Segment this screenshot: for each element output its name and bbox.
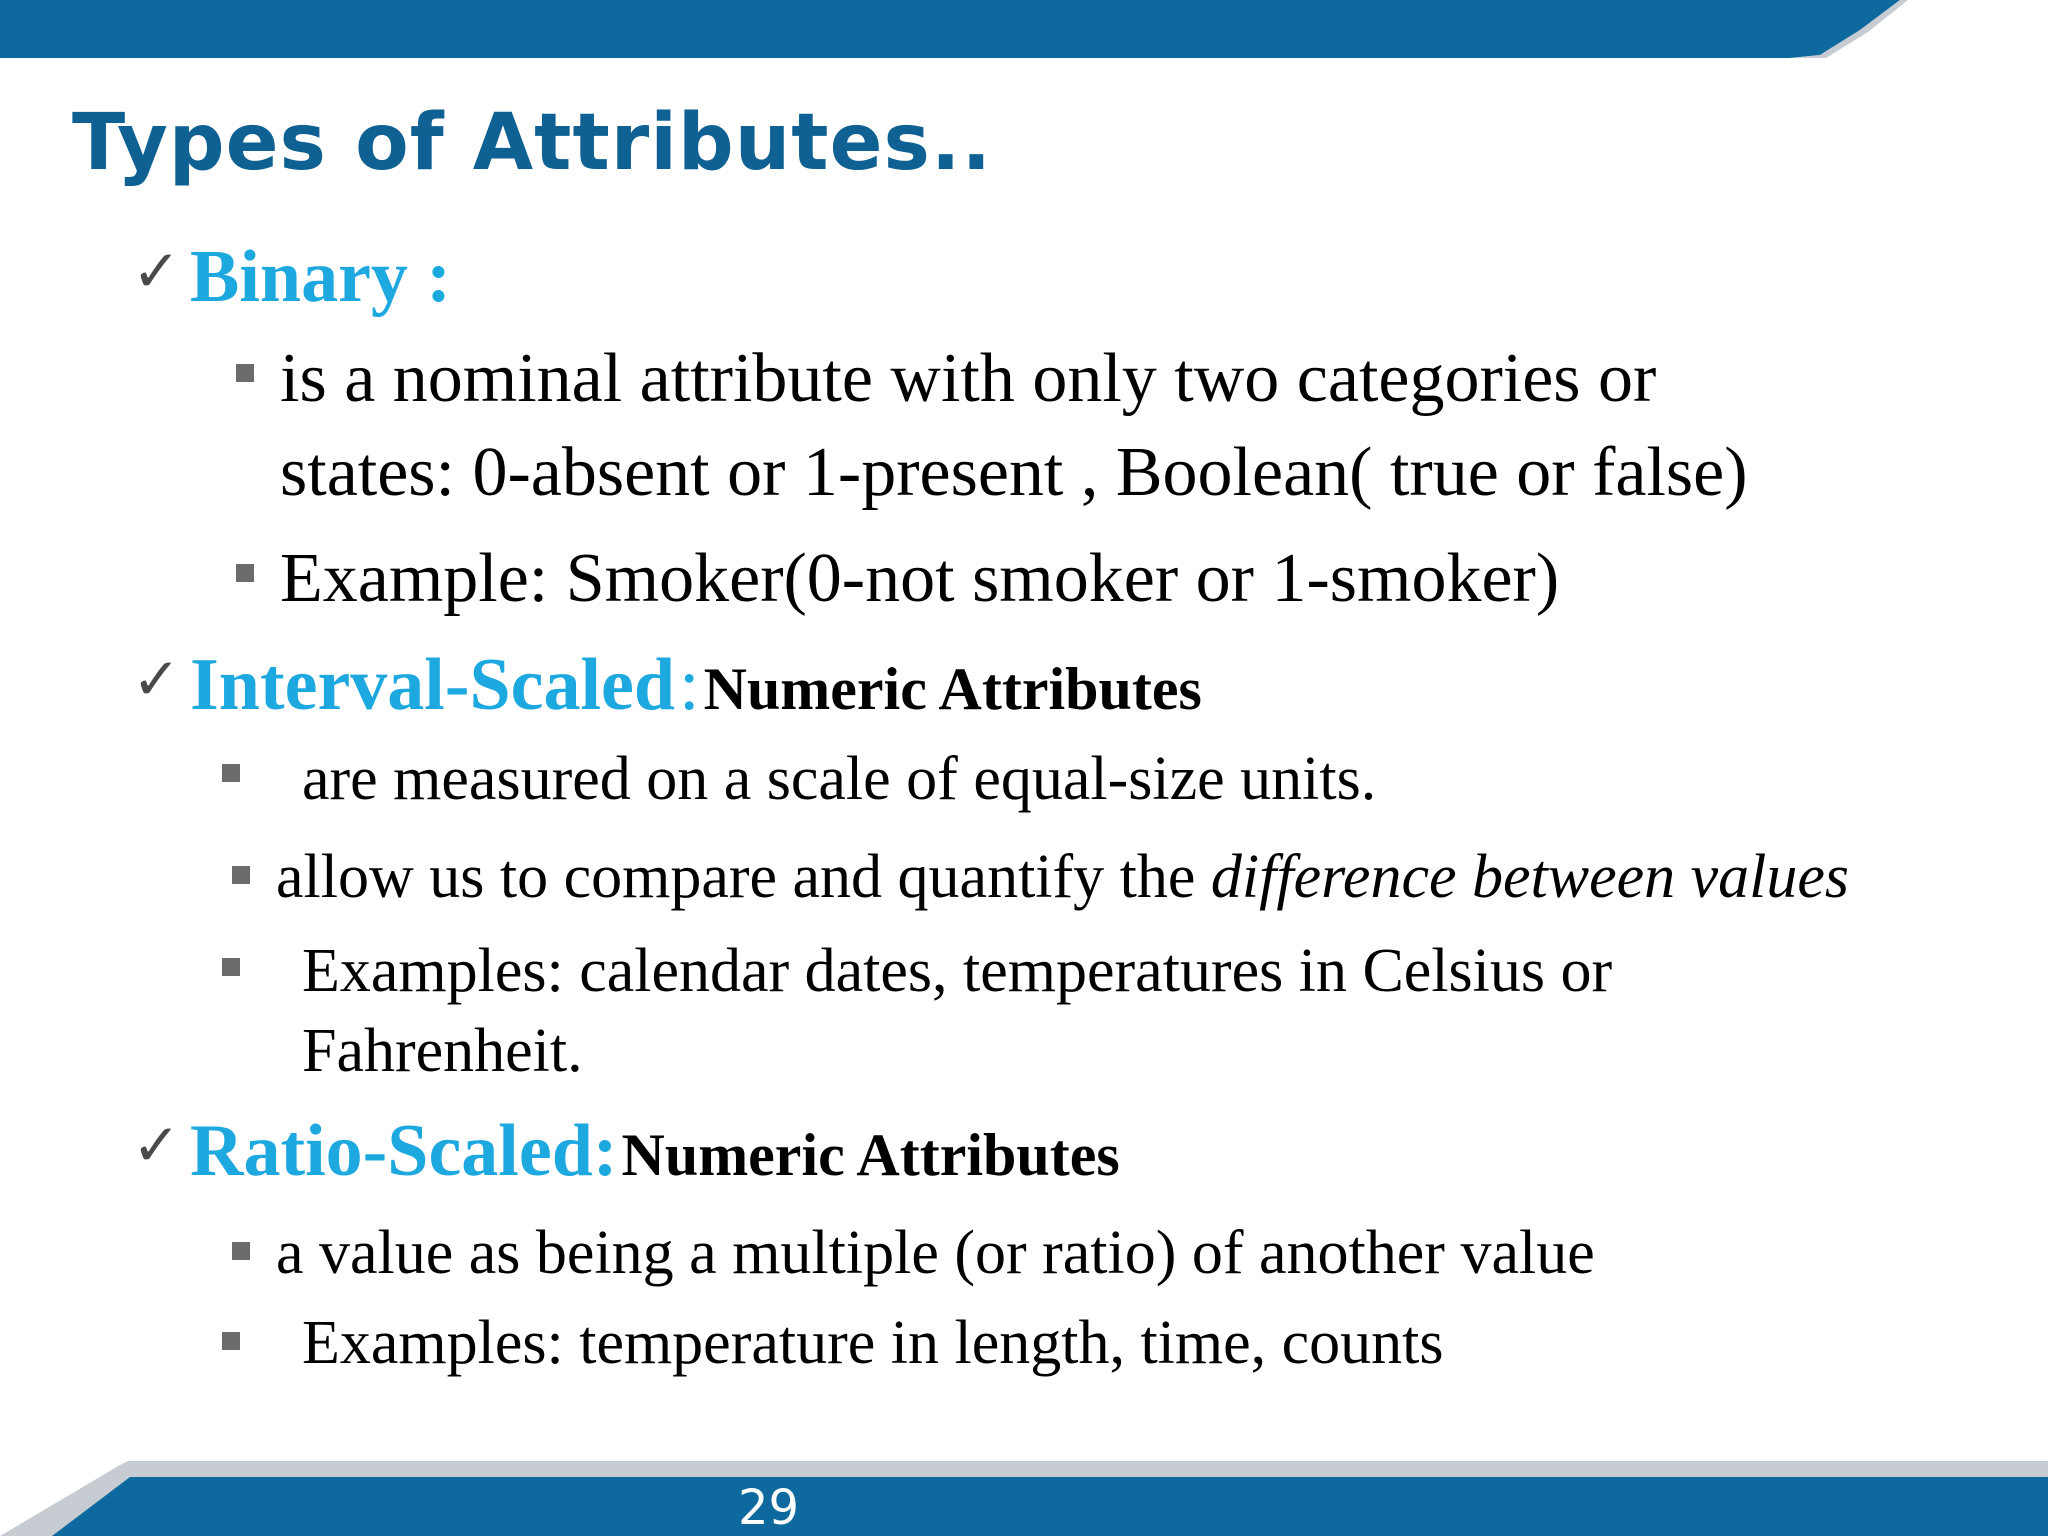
bullet-text-prefix: allow us to compare and quantify the	[276, 843, 1211, 911]
checkmark-icon: ✓	[132, 645, 181, 713]
bullet-text: a value as being a multiple (or ratio) of another value	[276, 1219, 1595, 1287]
bullet-text: are measured on a scale of equal-size units.	[302, 745, 1377, 813]
heading-ratio-scaled: Ratio-Scaled:	[190, 1110, 618, 1192]
square-bullet-icon	[222, 1332, 240, 1350]
square-bullet-icon	[236, 564, 254, 582]
square-bullet-icon	[232, 1242, 250, 1260]
heading-numeric-attributes: Numeric Attributes	[703, 656, 1202, 722]
bullet-text: Examples: temperature in length, time, counts	[302, 1309, 1444, 1377]
bullet-text-italic: difference between values	[1210, 843, 1850, 911]
bullet-text: Example: Smoker(0-not smoker or 1-smoker)	[280, 540, 1560, 617]
top-header-band	[0, 0, 2048, 60]
checkmark-icon: ✓	[132, 1111, 181, 1179]
heading-separator: :	[679, 644, 700, 726]
square-bullet-icon	[236, 364, 254, 382]
square-bullet-icon	[222, 958, 240, 976]
section-heading-ratio	[190, 1110, 1120, 1192]
heading-interval-scaled: Interval-Scaled	[190, 644, 676, 726]
section-heading-binary	[190, 236, 452, 318]
bullet-text: Fahrenheit.	[302, 1017, 583, 1085]
heading-numeric-attributes: Numeric Attributes	[621, 1122, 1120, 1188]
square-bullet-icon	[232, 866, 250, 884]
bullet-text-emphasis	[276, 843, 1850, 911]
slide-title: Types of Attributes..	[72, 98, 993, 188]
checkmark-icon: ✓	[132, 237, 181, 305]
section-heading-interval	[190, 644, 1202, 726]
bullet-text: Examples: calendar dates, temperatures in Celsius or	[302, 937, 1613, 1005]
bottom-footer-band	[0, 1455, 2048, 1536]
bullet-text: states: 0-absent or 1-present , Boolean( true or false)	[280, 434, 1748, 511]
page-number: 29	[738, 1480, 800, 1536]
bullet-text: is a nominal attribute with only two categories or	[280, 340, 1657, 417]
heading-binary: Binary :	[190, 236, 452, 318]
square-bullet-icon	[222, 764, 240, 782]
